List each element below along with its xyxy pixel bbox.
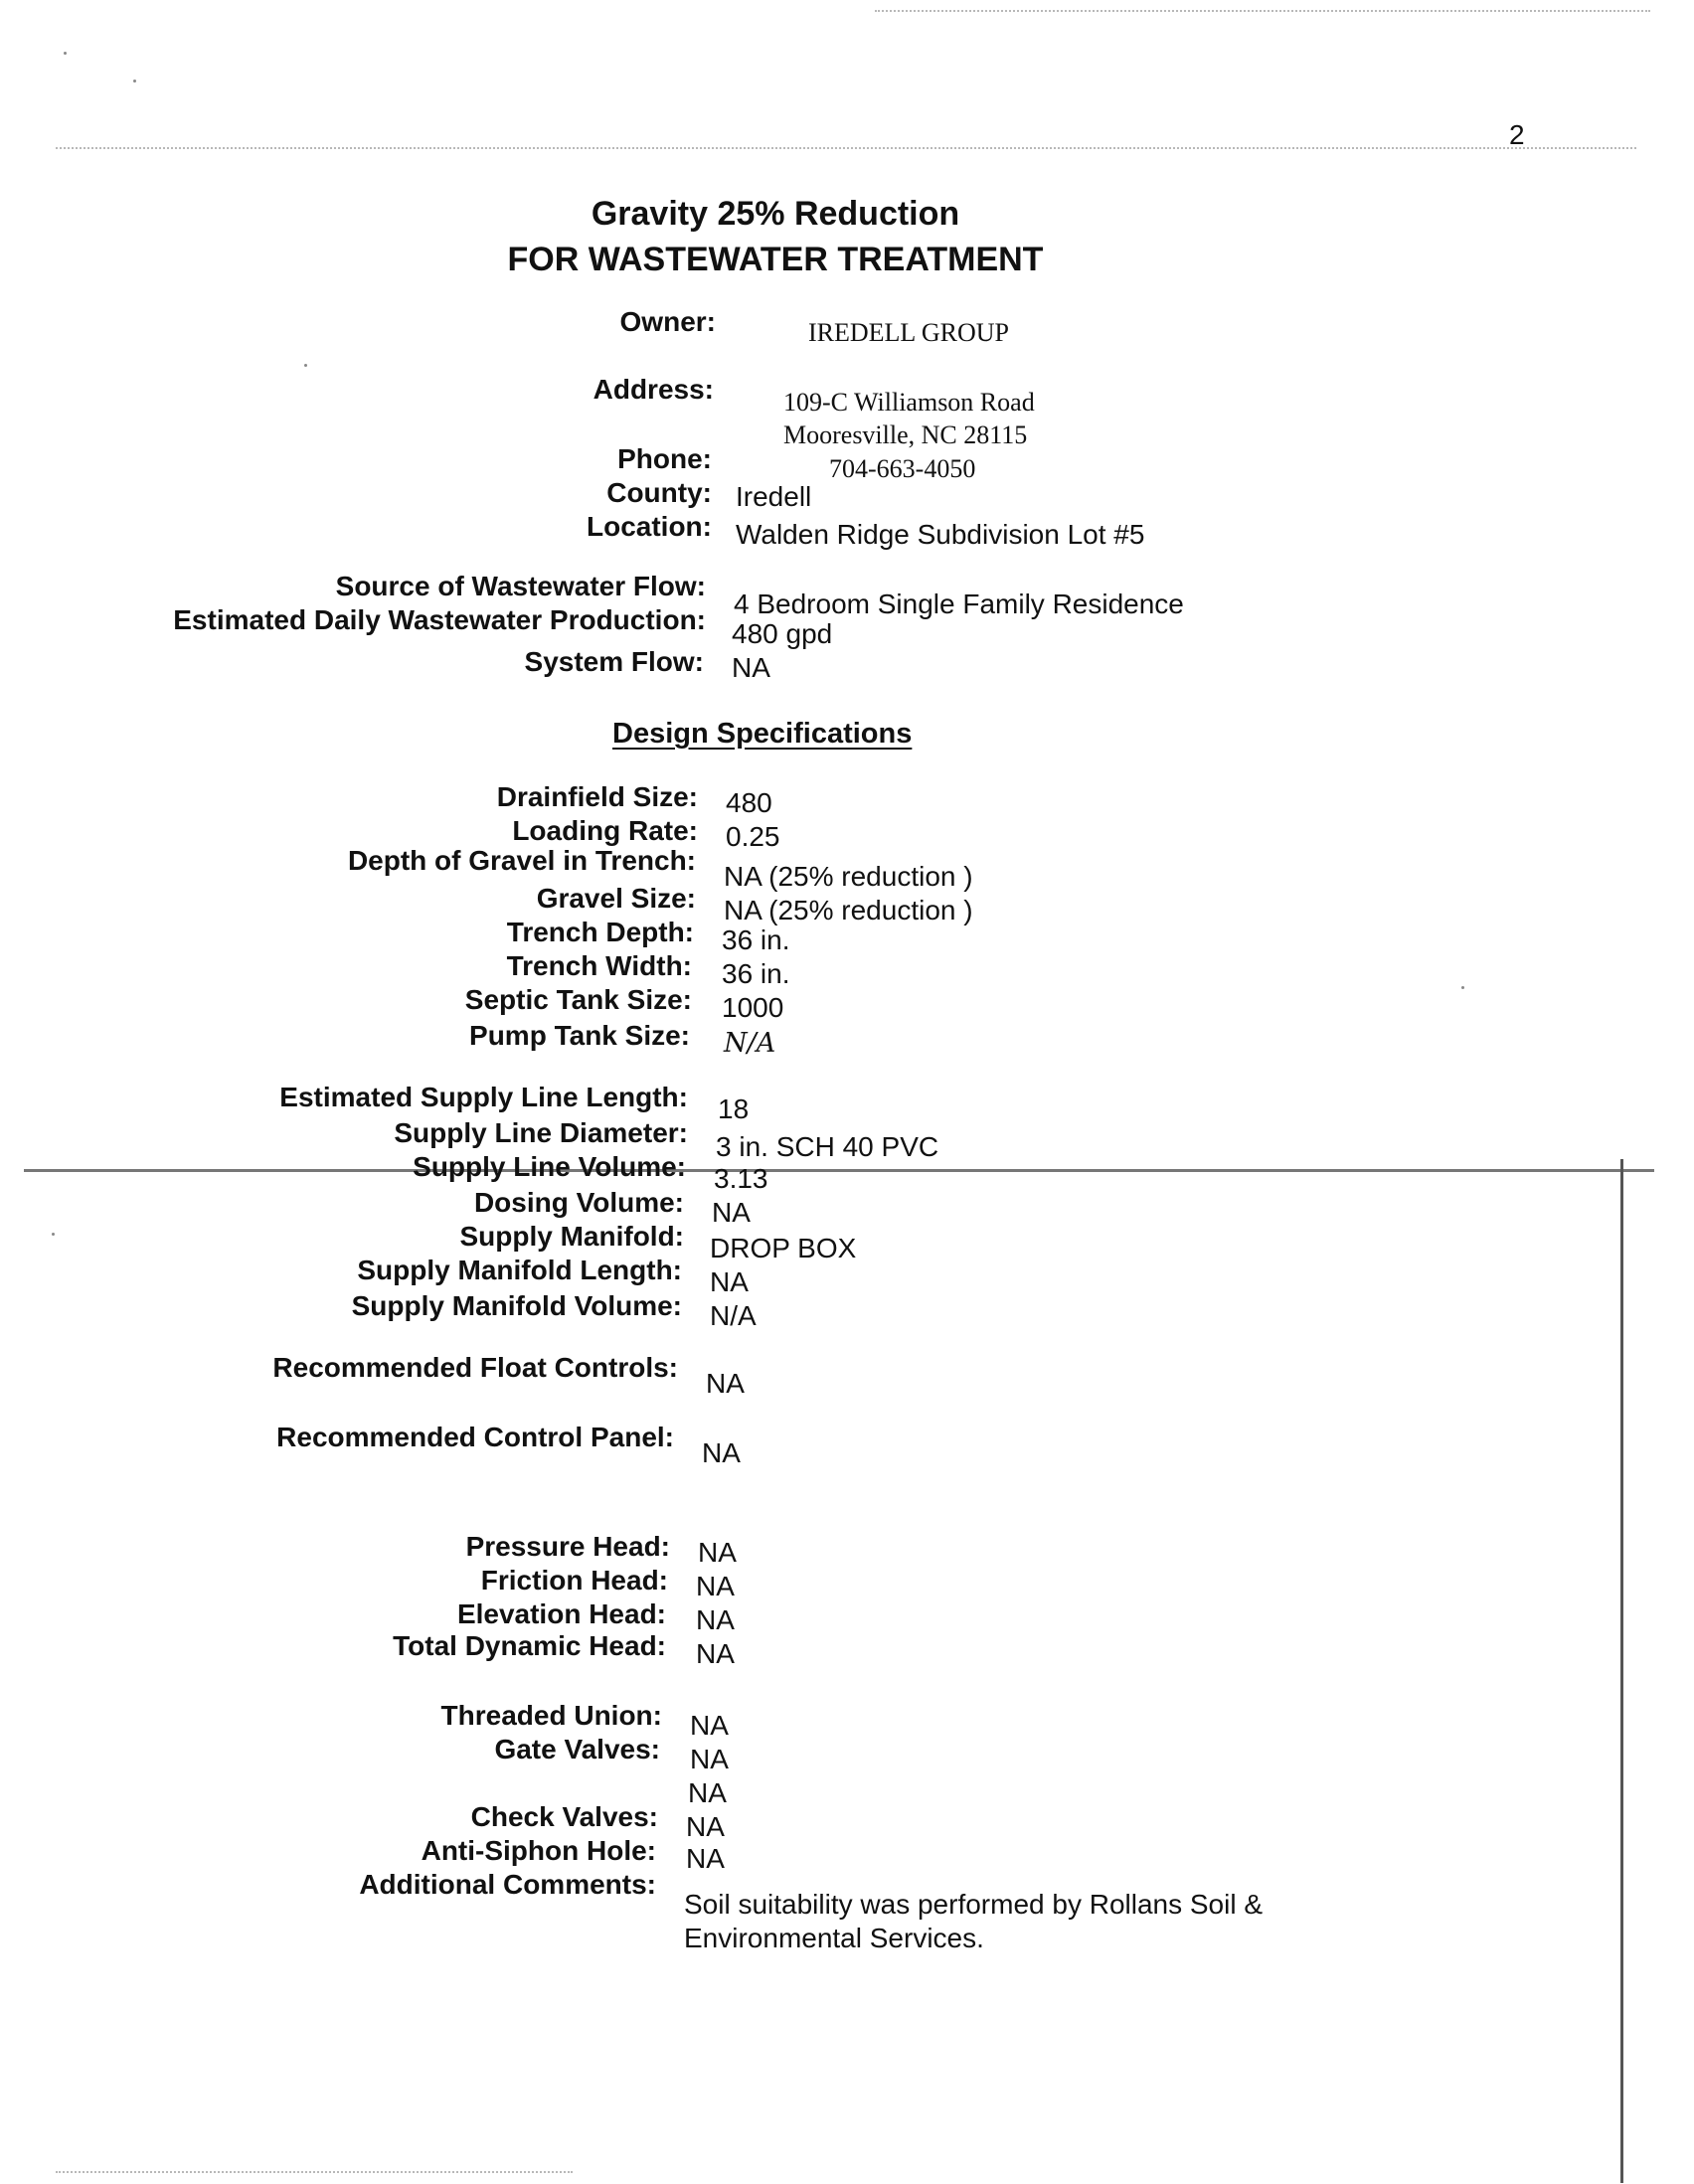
phone-value: 704-663-4050 <box>829 454 976 483</box>
gate-valves-label: Gate Valves: <box>494 1734 660 1764</box>
scan-dotted-line-bottom <box>56 2171 573 2173</box>
county-label: County: <box>606 477 712 508</box>
septic-tank-size-label: Septic Tank Size: <box>464 984 692 1015</box>
address-line1: 109-C Williamson Road <box>783 388 1035 417</box>
float-controls-label: Recommended Float Controls: <box>272 1352 678 1383</box>
pressure-head-value: NA <box>698 1537 737 1568</box>
address-line2: Mooresville, NC 28115 <box>783 420 1028 449</box>
trench-depth-value: 36 in. <box>722 924 790 955</box>
scan-horizontal-rule <box>24 1169 1654 1172</box>
elevation-head-value: NA <box>696 1604 735 1635</box>
total-dynamic-head-value: NA <box>696 1638 735 1669</box>
scan-speck <box>52 1233 55 1236</box>
trench-width-label: Trench Width: <box>506 950 692 981</box>
supply-manifold-label: Supply Manifold: <box>459 1221 684 1252</box>
owner-value: IREDELL GROUP <box>808 318 1009 347</box>
septic-tank-size-value: 1000 <box>722 992 784 1023</box>
supply-manifold-value: DROP BOX <box>710 1233 857 1263</box>
supply-manifold-volume-value: N/A <box>710 1300 757 1331</box>
county-value: Iredell <box>736 481 812 512</box>
daily-production-label: Estimated Daily Wastewater Production: <box>173 604 706 635</box>
design-specifications-heading: Design Specifications <box>612 718 913 750</box>
phone-label: Phone: <box>617 443 712 474</box>
supply-manifold-volume-label: Supply Manifold Volume: <box>351 1290 682 1321</box>
drainfield-size-label: Drainfield Size: <box>496 781 698 812</box>
scan-speck <box>304 364 307 367</box>
drainfield-size-value: 480 <box>726 787 772 818</box>
additional-comments-label: Additional Comments: <box>359 1869 656 1900</box>
supply-line-volume-label: Supply Line Volume: <box>413 1151 686 1182</box>
scan-dotted-line-corner <box>875 10 1650 12</box>
anti-siphon-hole-value: NA <box>686 1843 725 1874</box>
control-panel-value: NA <box>702 1437 741 1468</box>
pump-tank-size-value: N/A <box>724 1028 776 1059</box>
loading-rate-label: Loading Rate: <box>512 815 698 846</box>
owner-label: Owner: <box>619 306 716 337</box>
friction-head-label: Friction Head: <box>480 1565 668 1596</box>
scan-vertical-rule <box>1620 1159 1623 2183</box>
scan-speck <box>64 52 67 55</box>
location-value: Walden Ridge Subdivision Lot #5 <box>736 519 1145 550</box>
scan-dotted-line-top <box>56 147 1636 149</box>
scan-speck <box>133 80 136 83</box>
gravel-size-value: NA (25% reduction ) <box>724 895 973 925</box>
document-title: Gravity 25% Reduction <box>591 195 960 233</box>
gravel-depth-label: Depth of Gravel in Trench: <box>347 845 696 876</box>
source-flow-value: 4 Bedroom Single Family Residence <box>734 588 1184 619</box>
page-number: 2 <box>1509 119 1525 150</box>
supply-line-diameter-value: 3 in. SCH 40 PVC <box>716 1131 939 1162</box>
dosing-volume-value: NA <box>712 1197 751 1228</box>
trench-width-value: 36 in. <box>722 958 790 989</box>
pump-tank-size-label: Pump Tank Size: <box>469 1020 690 1051</box>
additional-comments-line1: Soil suitability was performed by Rollans Soil & <box>684 1889 1264 1920</box>
daily-production-value: 480 gpd <box>732 618 833 649</box>
friction-head-value: NA <box>696 1571 735 1601</box>
check-valves-value: NA <box>686 1811 725 1842</box>
additional-comments-line2: Environmental Services. <box>684 1923 984 1953</box>
supply-line-volume-value: 3.13 <box>714 1163 768 1194</box>
gate-valves-value: NA <box>690 1744 729 1774</box>
system-flow-label: System Flow: <box>524 646 704 677</box>
threaded-union-label: Threaded Union: <box>440 1700 662 1731</box>
control-panel-label: Recommended Control Panel: <box>276 1422 674 1452</box>
scan-speck <box>1461 986 1464 989</box>
supply-line-diameter-label: Supply Line Diameter: <box>394 1117 688 1148</box>
gravel-size-label: Gravel Size: <box>536 883 696 914</box>
supply-line-length-label: Estimated Supply Line Length: <box>279 1082 688 1112</box>
location-label: Location: <box>587 511 712 542</box>
fittings-extra-value: NA <box>688 1777 727 1808</box>
check-valves-label: Check Valves: <box>470 1801 658 1832</box>
anti-siphon-hole-label: Anti-Siphon Hole: <box>421 1835 656 1866</box>
dosing-volume-label: Dosing Volume: <box>473 1187 684 1218</box>
supply-line-length-value: 18 <box>718 1093 750 1124</box>
gravel-depth-value: NA (25% reduction ) <box>724 861 973 892</box>
loading-rate-value: 0.25 <box>726 821 780 852</box>
trench-depth-label: Trench Depth: <box>506 917 694 947</box>
total-dynamic-head-label: Total Dynamic Head: <box>393 1630 666 1661</box>
threaded-union-value: NA <box>690 1710 729 1741</box>
system-flow-value: NA <box>732 652 770 683</box>
supply-manifold-length-label: Supply Manifold Length: <box>357 1255 682 1285</box>
document-subtitle: FOR WASTEWATER TREATMENT <box>507 241 1044 278</box>
supply-manifold-length-value: NA <box>710 1266 749 1297</box>
address-label: Address: <box>593 374 714 405</box>
source-flow-label: Source of Wastewater Flow: <box>335 571 706 601</box>
float-controls-value: NA <box>706 1368 745 1399</box>
pressure-head-label: Pressure Head: <box>465 1531 670 1562</box>
elevation-head-label: Elevation Head: <box>456 1598 666 1629</box>
